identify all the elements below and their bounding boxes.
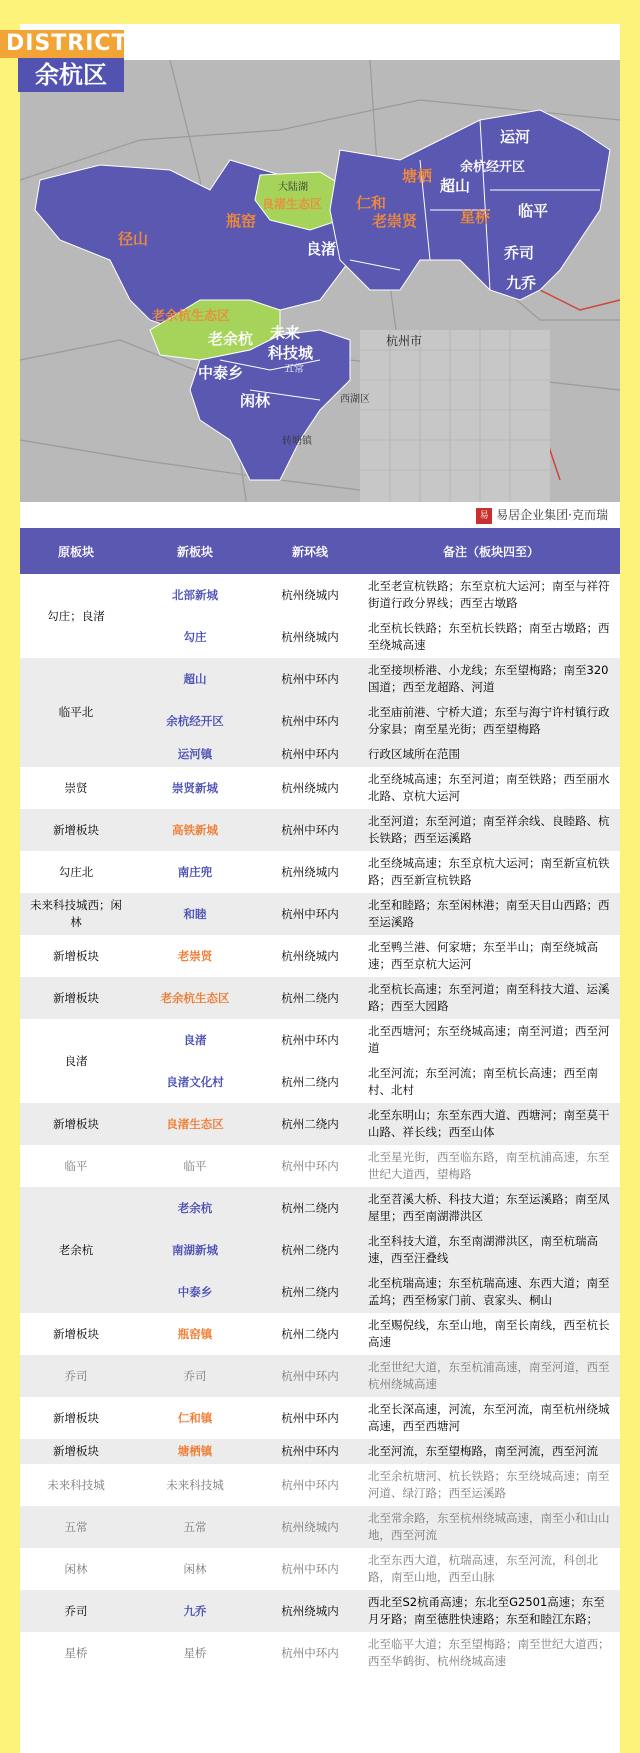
cell-ring: 杭州中环内	[258, 809, 362, 851]
map-label-xingqiao: 星桥	[460, 208, 491, 226]
cell-note: 北至老宣杭铁路；东至京杭大运河；南至与祥符街道行政分界线；西至古墩路	[362, 574, 620, 616]
cell-note: 北至河流；东至河流；南至杭长高速；西至南村、北村	[362, 1061, 620, 1103]
table-row	[20, 935, 620, 977]
cell-new-block: 南庄兜	[132, 851, 258, 893]
cell-ring: 杭州二绕内	[258, 1103, 362, 1145]
cell-old-block: 五常	[20, 1506, 132, 1548]
map-label-laoyuhang-eco: 老余杭生态区	[152, 309, 231, 324]
cell-note: 北至世纪大道，东至杭浦高速，南至河道，西至杭州绕城高速	[362, 1355, 620, 1397]
cell-new-block: 临平	[132, 1145, 258, 1187]
map-label-hangzhou: 杭州市	[386, 334, 423, 348]
table-row	[20, 851, 620, 893]
cell-ring: 杭州中环内	[258, 1397, 362, 1439]
cell-new-block: 良渚生态区	[132, 1103, 258, 1145]
cell-note: 北至星光街，西至临东路，南至杭浦高速，东至世纪大道西，望梅路	[362, 1145, 620, 1187]
cell-note: 北至西塘河；东至绕城高速；南至河道；西至河道	[362, 1019, 620, 1061]
cell-ring: 杭州中环内	[258, 1632, 362, 1674]
map-label-yuhang-kfq: 余杭经开区	[460, 160, 526, 175]
cell-note: 北至临平大道；东至望梅路；南至世纪大道西；西至华鹤街、杭州绕城高速	[362, 1632, 620, 1674]
cell-old-block: 星桥	[20, 1632, 132, 1674]
district-table	[20, 528, 620, 1674]
map-label-qiaosi: 乔司	[504, 244, 535, 262]
cell-ring: 杭州二绕内	[258, 977, 362, 1019]
cell-old-block: 乔司	[20, 1590, 132, 1632]
cell-new-block: 中泰乡	[132, 1271, 258, 1313]
cell-new-block: 超山	[132, 658, 258, 700]
table-row	[20, 767, 620, 809]
cell-note: 北至东西大道，杭瑞高速，东至河流，科创北路，南至山地，西至山脉	[362, 1548, 620, 1590]
cell-old-block: 临平北	[20, 658, 132, 767]
map-label-zhongtai: 中泰乡	[198, 364, 244, 382]
table-row	[20, 1397, 620, 1439]
cell-note: 北至赐倪线，东至山地，南至长南线，西至杭长高速	[362, 1313, 620, 1355]
cell-ring: 杭州绕城内	[258, 1506, 362, 1548]
cell-new-block: 良渚文化村	[132, 1061, 258, 1103]
map-label-laoyuhang: 老余杭	[208, 330, 254, 348]
cell-ring: 杭州绕城内	[258, 935, 362, 977]
cell-ring: 杭州中环内	[258, 1019, 362, 1061]
cell-note: 北至杭长铁路；东至杭长铁路；南至古墩路；西至绕城高速	[362, 616, 620, 658]
cell-new-block: 南湖新城	[132, 1229, 258, 1271]
map-label-xianlin: 闲林	[240, 392, 271, 410]
cell-note: 北至余杭塘河、杭长铁路；东至绕城高速；南至河道、绿汀路；西至运溪路	[362, 1464, 620, 1506]
cell-ring: 杭州二绕内	[258, 1061, 362, 1103]
table-row	[20, 1590, 620, 1632]
cell-note: 北至鸭兰港、何家塘；东至半山；南至绕城高速；西至京杭大运河	[362, 935, 620, 977]
cell-new-block: 老崇贤	[132, 935, 258, 977]
cell-ring: 杭州中环内	[258, 1355, 362, 1397]
table-row	[20, 1506, 620, 1548]
cell-ring: 杭州二绕内	[258, 1187, 362, 1229]
brand-logo-icon: 易	[476, 508, 492, 524]
cell-ring: 杭州中环内	[258, 742, 362, 767]
cell-old-block: 闲林	[20, 1548, 132, 1590]
cell-note: 北至接坝桥港、小龙线；东至望梅路；南至320国道；西至龙超路、河道	[362, 658, 620, 700]
table-header-row	[20, 528, 620, 574]
district-badge: DISTRICT	[0, 30, 124, 58]
cell-new-block: 高铁新城	[132, 809, 258, 851]
table-row	[20, 1355, 620, 1397]
map-label-laochongxian: 老崇贤	[372, 212, 418, 230]
cell-note: 北至绕城高速；东至河道；南至铁路；西至丽水北路、京杭大运河	[362, 767, 620, 809]
cell-old-block: 未来科技城西；闲林	[20, 893, 132, 935]
cell-ring: 杭州中环内	[258, 1548, 362, 1590]
district-name-badge: 余杭区	[18, 58, 124, 92]
cell-ring: 杭州二绕内	[258, 1313, 362, 1355]
cell-new-block: 九乔	[132, 1590, 258, 1632]
cell-old-block: 老余杭	[20, 1187, 132, 1313]
district-map	[20, 60, 620, 528]
cell-new-block: 良渚	[132, 1019, 258, 1061]
map-label-zhuantang: 转塘镇	[282, 436, 312, 447]
cell-new-block: 老余杭生态区	[132, 977, 258, 1019]
cell-note: 北至苕溪大桥、科技大道；东至运溪路；南至凤屋里；西至南湖滞洪区	[362, 1187, 620, 1229]
cell-ring: 杭州绕城内	[258, 767, 362, 809]
map-label-yunhe: 运河	[500, 128, 531, 146]
cell-ring: 杭州绕城内	[258, 1590, 362, 1632]
cell-ring: 杭州绕城内	[258, 616, 362, 658]
table-row	[20, 1145, 620, 1187]
cell-old-block: 良渚	[20, 1019, 132, 1103]
cell-ring: 杭州中环内	[258, 700, 362, 742]
header-old-block: 原板块	[20, 528, 132, 574]
cell-new-block: 五常	[132, 1506, 258, 1548]
cell-new-block: 崇贤新城	[132, 767, 258, 809]
map-label-jiuqiao: 九乔	[506, 274, 537, 292]
map-label-tangqi: 塘栖	[402, 167, 433, 185]
cell-ring: 杭州中环内	[258, 1439, 362, 1464]
map-label-xihu: 西湖区	[340, 394, 370, 405]
table-row	[20, 1632, 620, 1674]
cell-new-block: 未来科技城	[132, 1464, 258, 1506]
cell-ring: 杭州绕城内	[258, 851, 362, 893]
cell-note: 行政区域所在范围	[362, 742, 620, 767]
cell-note: 北至河道；东至河道；南至祥余线、良睦路、杭长铁路；西至运溪路	[362, 809, 620, 851]
cell-ring: 杭州中环内	[258, 1145, 362, 1187]
brand	[476, 506, 608, 524]
cell-note: 北至长深高速，河流，东至河流，南至杭州绕城高速，西至西塘河	[362, 1397, 620, 1439]
cell-ring: 杭州二绕内	[258, 1271, 362, 1313]
table-row	[20, 1439, 620, 1464]
cell-old-block: 未来科技城	[20, 1464, 132, 1506]
cell-new-block: 北部新城	[132, 574, 258, 616]
cell-old-block: 临平	[20, 1145, 132, 1187]
cell-new-block: 老余杭	[132, 1187, 258, 1229]
map-label-linping: 临平	[518, 202, 549, 220]
table-row	[20, 1548, 620, 1590]
table-row	[20, 1313, 620, 1355]
cell-old-block: 新增板块	[20, 1103, 132, 1145]
cell-note: 北至杭瑞高速；东至杭瑞高速、东西大道；南至孟坞；西至杨家门前、袁家头、桐山	[362, 1271, 620, 1313]
map-label-weilai: 未来	[270, 324, 301, 342]
table-row	[20, 977, 620, 1019]
map-label-liangzhu: 良渚	[306, 240, 337, 258]
cell-new-block: 运河镇	[132, 742, 258, 767]
map-label-dayanghu: 大陆湖	[278, 182, 308, 193]
cell-ring: 杭州中环内	[258, 893, 362, 935]
cell-old-block: 新增板块	[20, 1397, 132, 1439]
table-row	[20, 1464, 620, 1506]
cell-note: 北至杭长高速；东至河道；南至科技大道、运溪路；西至大园路	[362, 977, 620, 1019]
cell-note: 西北至S2杭甬高速；东北至G2501高速；东至月牙路；南至德胜快速路；东至和睦江东路；	[362, 1590, 620, 1632]
map-footer	[20, 502, 620, 528]
map-label-liangzhu-eco: 良渚生态区	[262, 197, 323, 211]
table-row	[20, 658, 620, 700]
cell-ring: 杭州中环内	[258, 1464, 362, 1506]
cell-note: 北至常余路，东至杭州绕城高速，南至小和山山地，西至河流	[362, 1506, 620, 1548]
cell-new-block: 闲林	[132, 1548, 258, 1590]
table-row	[20, 893, 620, 935]
cell-note: 北至科技大道，东至南湖滞洪区，南至杭瑞高速，西至汪叠线	[362, 1229, 620, 1271]
brand-text: 易居企业集团·克而瑞	[496, 508, 608, 522]
cell-old-block: 乔司	[20, 1355, 132, 1397]
map-label-pingyao: 瓶窑	[226, 212, 257, 230]
cell-note: 北至和睦路；东至闲林港；南至天目山西路；西至运溪路	[362, 893, 620, 935]
cell-note: 北至河流，东至望梅路，南至河流，西至河流	[362, 1439, 620, 1464]
table-row	[20, 1019, 620, 1061]
header-note: 备注（板块四至）	[362, 528, 620, 574]
header-new-block: 新板块	[132, 528, 258, 574]
cell-ring: 杭州中环内	[258, 658, 362, 700]
cell-new-block: 勾庄	[132, 616, 258, 658]
cell-old-block: 崇贤	[20, 767, 132, 809]
cell-old-block: 勾庄北	[20, 851, 132, 893]
cell-note: 北至庙前港、宁桥大道；东至与海宁许村镇行政分家县；南至星光街；西至望梅路	[362, 700, 620, 742]
map-label-renhe: 仁和	[356, 194, 387, 212]
cell-note: 北至绕城高速；东至京杭大运河；南至新宣杭铁路；西至新宣杭铁路	[362, 851, 620, 893]
table-row	[20, 809, 620, 851]
table-row	[20, 1187, 620, 1229]
cell-old-block: 新增板块	[20, 1439, 132, 1464]
cell-new-block: 乔司	[132, 1355, 258, 1397]
map-label-wuchang: 五常	[284, 364, 304, 375]
cell-ring: 杭州绕城内	[258, 574, 362, 616]
cell-old-block: 新增板块	[20, 935, 132, 977]
map-label-chaoshan: 超山	[440, 177, 471, 195]
cell-new-block: 余杭经开区	[132, 700, 258, 742]
map-label-keji: 科技城	[268, 344, 314, 362]
cell-old-block: 勾庄；良渚	[20, 574, 132, 658]
cell-new-block: 仁和镇	[132, 1397, 258, 1439]
cell-new-block: 瓶窑镇	[132, 1313, 258, 1355]
cell-old-block: 新增板块	[20, 1313, 132, 1355]
table-body	[20, 574, 620, 1674]
cell-old-block: 新增板块	[20, 809, 132, 851]
cell-new-block: 塘栖镇	[132, 1439, 258, 1464]
cell-note: 北至东明山；东至东西大道、西塘河；南至莫干山路、祥长线；西至山体	[362, 1103, 620, 1145]
header-ring: 新环线	[258, 528, 362, 574]
cell-new-block: 星桥	[132, 1632, 258, 1674]
map-label-jingshan: 径山	[118, 230, 149, 248]
table-row	[20, 1103, 620, 1145]
table-row	[20, 574, 620, 616]
cell-old-block: 新增板块	[20, 977, 132, 1019]
cell-new-block: 和睦	[132, 893, 258, 935]
cell-ring: 杭州二绕内	[258, 1229, 362, 1271]
